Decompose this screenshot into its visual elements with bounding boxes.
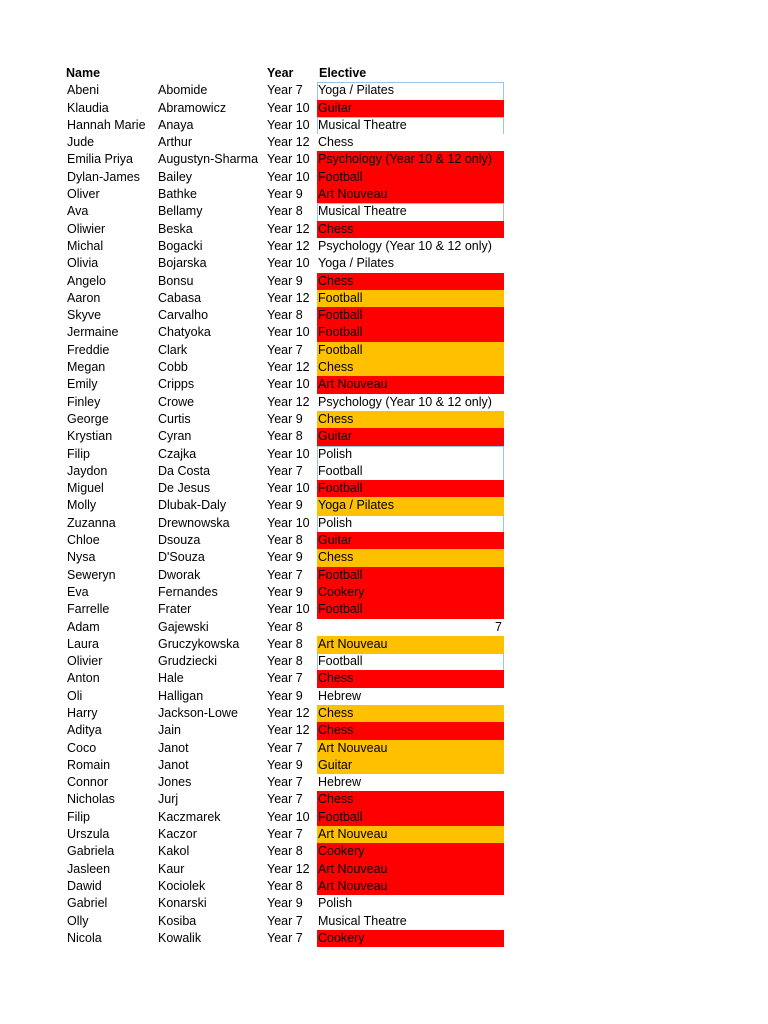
- first-name-cell[interactable]: Coco: [67, 740, 97, 755]
- year-cell[interactable]: Year 12: [267, 238, 310, 253]
- table-row: [62, 532, 512, 549]
- year-cell[interactable]: Year 7: [267, 83, 303, 98]
- first-name-cell[interactable]: Oli: [67, 688, 83, 703]
- year-cell[interactable]: Year 7: [267, 342, 303, 357]
- elective-cell[interactable]: 7: [495, 619, 502, 634]
- table-row: [62, 290, 512, 307]
- student-rows: [62, 82, 512, 947]
- last-name-cell[interactable]: Dsouza: [158, 533, 201, 548]
- year-cell[interactable]: Year 12: [267, 705, 310, 720]
- year-cell[interactable]: Year 8: [267, 204, 303, 219]
- last-name-cell[interactable]: Janot: [158, 757, 189, 772]
- table-row: [62, 463, 512, 480]
- first-name-cell[interactable]: Nicholas: [67, 792, 115, 807]
- elective-cell[interactable]: Polish: [317, 446, 504, 463]
- table-row: [62, 757, 512, 774]
- elective-cell[interactable]: Art Nouveau: [317, 186, 504, 203]
- first-name-cell[interactable]: Adam: [67, 619, 100, 634]
- last-name-cell[interactable]: Halligan: [158, 688, 204, 703]
- first-name-cell[interactable]: Seweryn: [67, 567, 116, 582]
- table-row: [62, 515, 512, 532]
- year-cell[interactable]: Year 9: [267, 584, 303, 599]
- elective-cell[interactable]: Yoga / Pilates: [318, 256, 394, 271]
- table-row: [62, 151, 512, 168]
- last-name-cell[interactable]: Clark: [158, 342, 188, 357]
- elective-cell[interactable]: Guitar: [317, 532, 504, 549]
- table-row: [62, 376, 512, 393]
- first-name-cell[interactable]: Miguel: [67, 481, 104, 496]
- elective-cell[interactable]: Football: [317, 169, 504, 186]
- table-row: [62, 117, 512, 134]
- elective-cell[interactable]: Polish: [317, 515, 504, 532]
- elective-cell[interactable]: Chess: [317, 359, 504, 376]
- year-cell[interactable]: Year 10: [267, 809, 310, 824]
- table-row: [62, 653, 512, 670]
- year-cell[interactable]: Year 10: [267, 515, 310, 530]
- last-name-cell[interactable]: Cyran: [158, 429, 192, 444]
- elective-cell[interactable]: Cookery: [317, 584, 504, 601]
- first-name-cell[interactable]: Connor: [67, 775, 108, 790]
- table-row: [62, 273, 512, 290]
- last-name-cell[interactable]: Cabasa: [158, 290, 202, 305]
- elective-cell[interactable]: Football: [317, 601, 504, 618]
- first-name-cell[interactable]: Abeni: [67, 83, 99, 98]
- table-row: [62, 740, 512, 757]
- year-cell[interactable]: Year 8: [267, 636, 303, 651]
- last-name-cell[interactable]: Da Costa: [158, 463, 211, 478]
- last-name-cell[interactable]: Cobb: [158, 360, 188, 375]
- last-name-cell[interactable]: Fernandes: [158, 584, 218, 599]
- last-name-cell[interactable]: Crowe: [158, 394, 195, 409]
- year-cell[interactable]: Year 9: [267, 187, 303, 202]
- year-cell[interactable]: Year 9: [267, 688, 303, 703]
- last-name-cell[interactable]: Kowalik: [158, 930, 202, 945]
- table-row: [62, 134, 512, 151]
- elective-cell[interactable]: Guitar: [317, 757, 504, 774]
- last-name-cell[interactable]: Augustyn-Sharma: [158, 152, 259, 167]
- year-cell[interactable]: Year 12: [267, 394, 310, 409]
- last-name-cell[interactable]: Curtis: [158, 411, 191, 426]
- year-cell[interactable]: Year 8: [267, 654, 303, 669]
- year-cell[interactable]: Year 8: [267, 533, 303, 548]
- table-row: [62, 100, 512, 117]
- header-row: [62, 65, 512, 82]
- first-name-cell[interactable]: Hannah Marie: [67, 117, 146, 132]
- table-row: [62, 895, 512, 912]
- last-name-cell[interactable]: Bonsu: [158, 273, 194, 288]
- year-cell[interactable]: Year 9: [267, 757, 303, 772]
- elective-cell[interactable]: Football: [317, 463, 504, 480]
- year-cell[interactable]: Year 9: [267, 498, 303, 513]
- elective-cell[interactable]: Chess: [317, 705, 504, 722]
- first-name-cell[interactable]: Nysa: [67, 550, 96, 565]
- first-name-cell[interactable]: Jasleen: [67, 861, 111, 876]
- year-cell[interactable]: Year 10: [267, 100, 310, 115]
- table-row: [62, 446, 512, 463]
- table-row: [62, 186, 512, 203]
- year-cell[interactable]: Year 10: [267, 377, 310, 392]
- last-name-cell[interactable]: Grudziecki: [158, 654, 218, 669]
- year-cell[interactable]: Year 7: [267, 567, 303, 582]
- spreadsheet: [62, 65, 512, 947]
- last-name-cell[interactable]: Jurj: [158, 792, 179, 807]
- elective-cell[interactable]: Psychology (Year 10 & 12 only): [318, 394, 492, 409]
- elective-cell[interactable]: Art Nouveau: [317, 861, 504, 878]
- first-name-cell[interactable]: Skyve: [67, 308, 102, 323]
- first-name-cell[interactable]: Krystian: [67, 429, 113, 444]
- table-row: [62, 359, 512, 376]
- table-row: [62, 601, 512, 618]
- elective-cell[interactable]: Cookery: [317, 843, 504, 860]
- last-name-cell[interactable]: Kaczmarek: [158, 809, 221, 824]
- first-name-cell[interactable]: Harry: [67, 705, 98, 720]
- year-cell[interactable]: Year 7: [267, 463, 303, 478]
- header-elective[interactable]: Elective: [319, 66, 367, 80]
- year-cell[interactable]: Year 10: [267, 169, 310, 184]
- elective-cell[interactable]: Psychology (Year 10 & 12 only): [318, 238, 492, 253]
- last-name-cell[interactable]: Bailey: [158, 169, 193, 184]
- year-cell[interactable]: Year 9: [267, 896, 303, 911]
- table-row: [62, 221, 512, 238]
- first-name-cell[interactable]: Eva: [67, 584, 89, 599]
- first-name-cell[interactable]: Emilia Priya: [67, 152, 133, 167]
- last-name-cell[interactable]: Cripps: [158, 377, 195, 392]
- table-row: [62, 411, 512, 428]
- last-name-cell[interactable]: Abramowicz: [158, 100, 227, 115]
- elective-cell[interactable]: Guitar: [317, 100, 504, 117]
- year-cell[interactable]: Year 7: [267, 740, 303, 755]
- first-name-cell[interactable]: Urszula: [67, 827, 110, 842]
- year-cell[interactable]: Year 9: [267, 411, 303, 426]
- last-name-cell[interactable]: Bogacki: [158, 238, 203, 253]
- first-name-cell[interactable]: Gabriel: [67, 896, 108, 911]
- last-name-cell[interactable]: Gruczykowska: [158, 636, 240, 651]
- year-cell[interactable]: Year 7: [267, 671, 303, 686]
- year-cell[interactable]: Year 10: [267, 602, 310, 617]
- table-row: [62, 809, 512, 826]
- last-name-cell[interactable]: Bellamy: [158, 204, 203, 219]
- elective-cell[interactable]: Art Nouveau: [317, 878, 504, 895]
- table-row: [62, 549, 512, 566]
- year-cell[interactable]: Year 10: [267, 152, 310, 167]
- year-cell[interactable]: Year 9: [267, 550, 303, 565]
- table-row: [62, 169, 512, 186]
- first-name-cell[interactable]: Klaudia: [67, 100, 109, 115]
- first-name-cell[interactable]: Megan: [67, 360, 106, 375]
- first-name-cell[interactable]: Filip: [67, 809, 90, 824]
- table-row: [62, 480, 512, 497]
- last-name-cell[interactable]: Kociolek: [158, 878, 206, 893]
- last-name-cell[interactable]: Frater: [158, 602, 192, 617]
- table-row: [62, 394, 512, 411]
- elective-cell[interactable]: Yoga / Pilates: [317, 82, 504, 99]
- elective-cell[interactable]: Football: [317, 653, 504, 670]
- table-row: [62, 619, 512, 636]
- last-name-cell[interactable]: Jackson-Lowe: [158, 705, 238, 720]
- elective-cell[interactable]: Musical Theatre: [317, 203, 504, 220]
- last-name-cell[interactable]: Konarski: [158, 896, 207, 911]
- last-name-cell[interactable]: Bathke: [158, 187, 197, 202]
- first-name-cell[interactable]: Chloe: [67, 533, 100, 548]
- first-name-cell[interactable]: Aditya: [67, 723, 102, 738]
- year-cell[interactable]: Year 10: [267, 446, 310, 461]
- table-row: [62, 670, 512, 687]
- elective-cell[interactable]: Football: [317, 809, 504, 826]
- table-row: [62, 913, 512, 930]
- year-cell[interactable]: Year 7: [267, 775, 303, 790]
- year-cell[interactable]: Year 12: [267, 290, 310, 305]
- year-cell[interactable]: Year 10: [267, 325, 310, 340]
- year-cell[interactable]: Year 8: [267, 429, 303, 444]
- elective-cell[interactable]: Chess: [317, 722, 504, 739]
- elective-cell[interactable]: Chess: [317, 411, 504, 428]
- first-name-cell[interactable]: Finley: [67, 394, 101, 409]
- year-cell[interactable]: Year 7: [267, 930, 303, 945]
- year-cell[interactable]: Year 12: [267, 861, 310, 876]
- last-name-cell[interactable]: Chatyoka: [158, 325, 211, 340]
- elective-cell[interactable]: Football: [317, 480, 504, 497]
- elective-cell[interactable]: Chess: [317, 273, 504, 290]
- table-row: [62, 203, 512, 220]
- elective-cell[interactable]: Cookery: [317, 930, 504, 947]
- elective-cell[interactable]: Football: [317, 567, 504, 584]
- elective-cell[interactable]: Guitar: [317, 428, 504, 445]
- first-name-cell[interactable]: Gabriela: [67, 844, 115, 859]
- elective-cell[interactable]: Chess: [317, 221, 504, 238]
- elective-cell[interactable]: Musical Theatre: [318, 913, 407, 928]
- first-name-cell[interactable]: Jude: [67, 135, 95, 150]
- year-cell[interactable]: Year 7: [267, 827, 303, 842]
- first-name-cell[interactable]: Anton: [67, 671, 100, 686]
- table-row: [62, 861, 512, 878]
- table-row: [62, 774, 512, 791]
- first-name-cell[interactable]: Nicola: [67, 930, 102, 945]
- first-name-cell[interactable]: Michal: [67, 238, 104, 253]
- first-name-cell[interactable]: Romain: [67, 757, 111, 772]
- elective-cell[interactable]: Football: [317, 290, 504, 307]
- first-name-cell[interactable]: Freddie: [67, 342, 110, 357]
- last-name-cell[interactable]: Beska: [158, 221, 193, 236]
- year-cell[interactable]: Year 12: [267, 360, 310, 375]
- table-row: [62, 238, 512, 255]
- last-name-cell[interactable]: Dworak: [158, 567, 201, 582]
- year-cell[interactable]: Year 12: [267, 135, 310, 150]
- first-name-cell[interactable]: Jermaine: [67, 325, 119, 340]
- table-row: [62, 567, 512, 584]
- elective-cell[interactable]: Musical Theatre: [317, 117, 504, 134]
- year-cell[interactable]: Year 9: [267, 273, 303, 288]
- table-row: [62, 930, 512, 947]
- elective-cell[interactable]: Chess: [317, 549, 504, 566]
- elective-cell[interactable]: Chess: [317, 670, 504, 687]
- last-name-cell[interactable]: Kaur: [158, 861, 185, 876]
- table-row: [62, 843, 512, 860]
- year-cell[interactable]: Year 12: [267, 723, 310, 738]
- elective-cell[interactable]: Psychology (Year 10 & 12 only): [317, 151, 504, 168]
- first-name-cell[interactable]: Dylan-James: [67, 169, 140, 184]
- first-name-cell[interactable]: Aaron: [67, 290, 101, 305]
- table-row: [62, 878, 512, 895]
- table-row: [62, 636, 512, 653]
- table-row: [62, 722, 512, 739]
- first-name-cell[interactable]: Filip: [67, 446, 90, 461]
- header-year[interactable]: Year: [267, 66, 294, 80]
- elective-cell[interactable]: Hebrew: [318, 775, 362, 790]
- table-row: [62, 324, 512, 341]
- elective-cell[interactable]: Hebrew: [318, 688, 362, 703]
- year-cell[interactable]: Year 8: [267, 308, 303, 323]
- elective-cell[interactable]: Chess: [317, 791, 504, 808]
- table-row: [62, 705, 512, 722]
- last-name-cell[interactable]: D'Souza: [158, 550, 205, 565]
- last-name-cell[interactable]: Abomide: [158, 83, 208, 98]
- table-row: [62, 497, 512, 514]
- first-name-cell[interactable]: Olivia: [67, 256, 99, 271]
- year-cell[interactable]: Year 7: [267, 913, 303, 928]
- elective-cell[interactable]: Football: [317, 307, 504, 324]
- last-name-cell[interactable]: Janot: [158, 740, 189, 755]
- last-name-cell[interactable]: Drewnowska: [158, 515, 230, 530]
- last-name-cell[interactable]: Jones: [158, 775, 192, 790]
- last-name-cell[interactable]: Kosiba: [158, 913, 197, 928]
- first-name-cell[interactable]: Jaydon: [67, 463, 108, 478]
- last-name-cell[interactable]: Kaczor: [158, 827, 197, 842]
- last-name-cell[interactable]: Carvalho: [158, 308, 209, 323]
- last-name-cell[interactable]: Arthur: [158, 135, 193, 150]
- year-cell[interactable]: Year 10: [267, 117, 310, 132]
- elective-cell[interactable]: Art Nouveau: [317, 740, 504, 757]
- last-name-cell[interactable]: Gajewski: [158, 619, 209, 634]
- first-name-cell[interactable]: Emily: [67, 377, 98, 392]
- last-name-cell[interactable]: Anaya: [158, 117, 194, 132]
- table-row: [62, 255, 512, 272]
- table-row: [62, 826, 512, 843]
- header-name[interactable]: Name: [66, 66, 101, 80]
- elective-cell[interactable]: Art Nouveau: [317, 636, 504, 653]
- last-name-cell[interactable]: Bojarska: [158, 256, 207, 271]
- first-name-cell[interactable]: Olivier: [67, 654, 103, 669]
- elective-cell[interactable]: Art Nouveau: [317, 826, 504, 843]
- year-cell[interactable]: Year 7: [267, 792, 303, 807]
- year-cell[interactable]: Year 8: [267, 619, 303, 634]
- table-row: [62, 307, 512, 324]
- elective-cell[interactable]: Football: [317, 342, 504, 359]
- last-name-cell[interactable]: Jain: [158, 723, 181, 738]
- table-row: [62, 584, 512, 601]
- first-name-cell[interactable]: George: [67, 411, 109, 426]
- first-name-cell[interactable]: Oliwier: [67, 221, 106, 236]
- elective-cell[interactable]: Polish: [318, 896, 353, 911]
- first-name-cell[interactable]: Oliver: [67, 187, 100, 202]
- year-cell[interactable]: Year 8: [267, 844, 303, 859]
- last-name-cell[interactable]: Hale: [158, 671, 184, 686]
- table-row: [62, 428, 512, 445]
- table-row: [62, 82, 512, 99]
- table-row: [62, 791, 512, 808]
- first-name-cell[interactable]: Olly: [67, 913, 89, 928]
- last-name-cell[interactable]: Czajka: [158, 446, 197, 461]
- table-row: [62, 688, 512, 705]
- year-cell[interactable]: Year 8: [267, 878, 303, 893]
- first-name-cell[interactable]: Laura: [67, 636, 99, 651]
- year-cell[interactable]: Year 10: [267, 256, 310, 271]
- elective-cell[interactable]: Chess: [318, 135, 354, 150]
- year-cell[interactable]: Year 10: [267, 481, 310, 496]
- elective-cell[interactable]: Yoga / Pilates: [317, 497, 504, 514]
- elective-cell[interactable]: Art Nouveau: [317, 376, 504, 393]
- last-name-cell[interactable]: De Jesus: [158, 481, 211, 496]
- elective-cell[interactable]: Football: [317, 324, 504, 341]
- last-name-cell[interactable]: Kakol: [158, 844, 190, 859]
- first-name-cell[interactable]: Farrelle: [67, 602, 110, 617]
- table-row: [62, 342, 512, 359]
- first-name-cell[interactable]: Dawid: [67, 878, 102, 893]
- year-cell[interactable]: Year 12: [267, 221, 310, 236]
- last-name-cell[interactable]: Dlubak-Daly: [158, 498, 227, 513]
- first-name-cell[interactable]: Ava: [67, 204, 89, 219]
- first-name-cell[interactable]: Angelo: [67, 273, 106, 288]
- first-name-cell[interactable]: Zuzanna: [67, 515, 116, 530]
- first-name-cell[interactable]: Molly: [67, 498, 97, 513]
